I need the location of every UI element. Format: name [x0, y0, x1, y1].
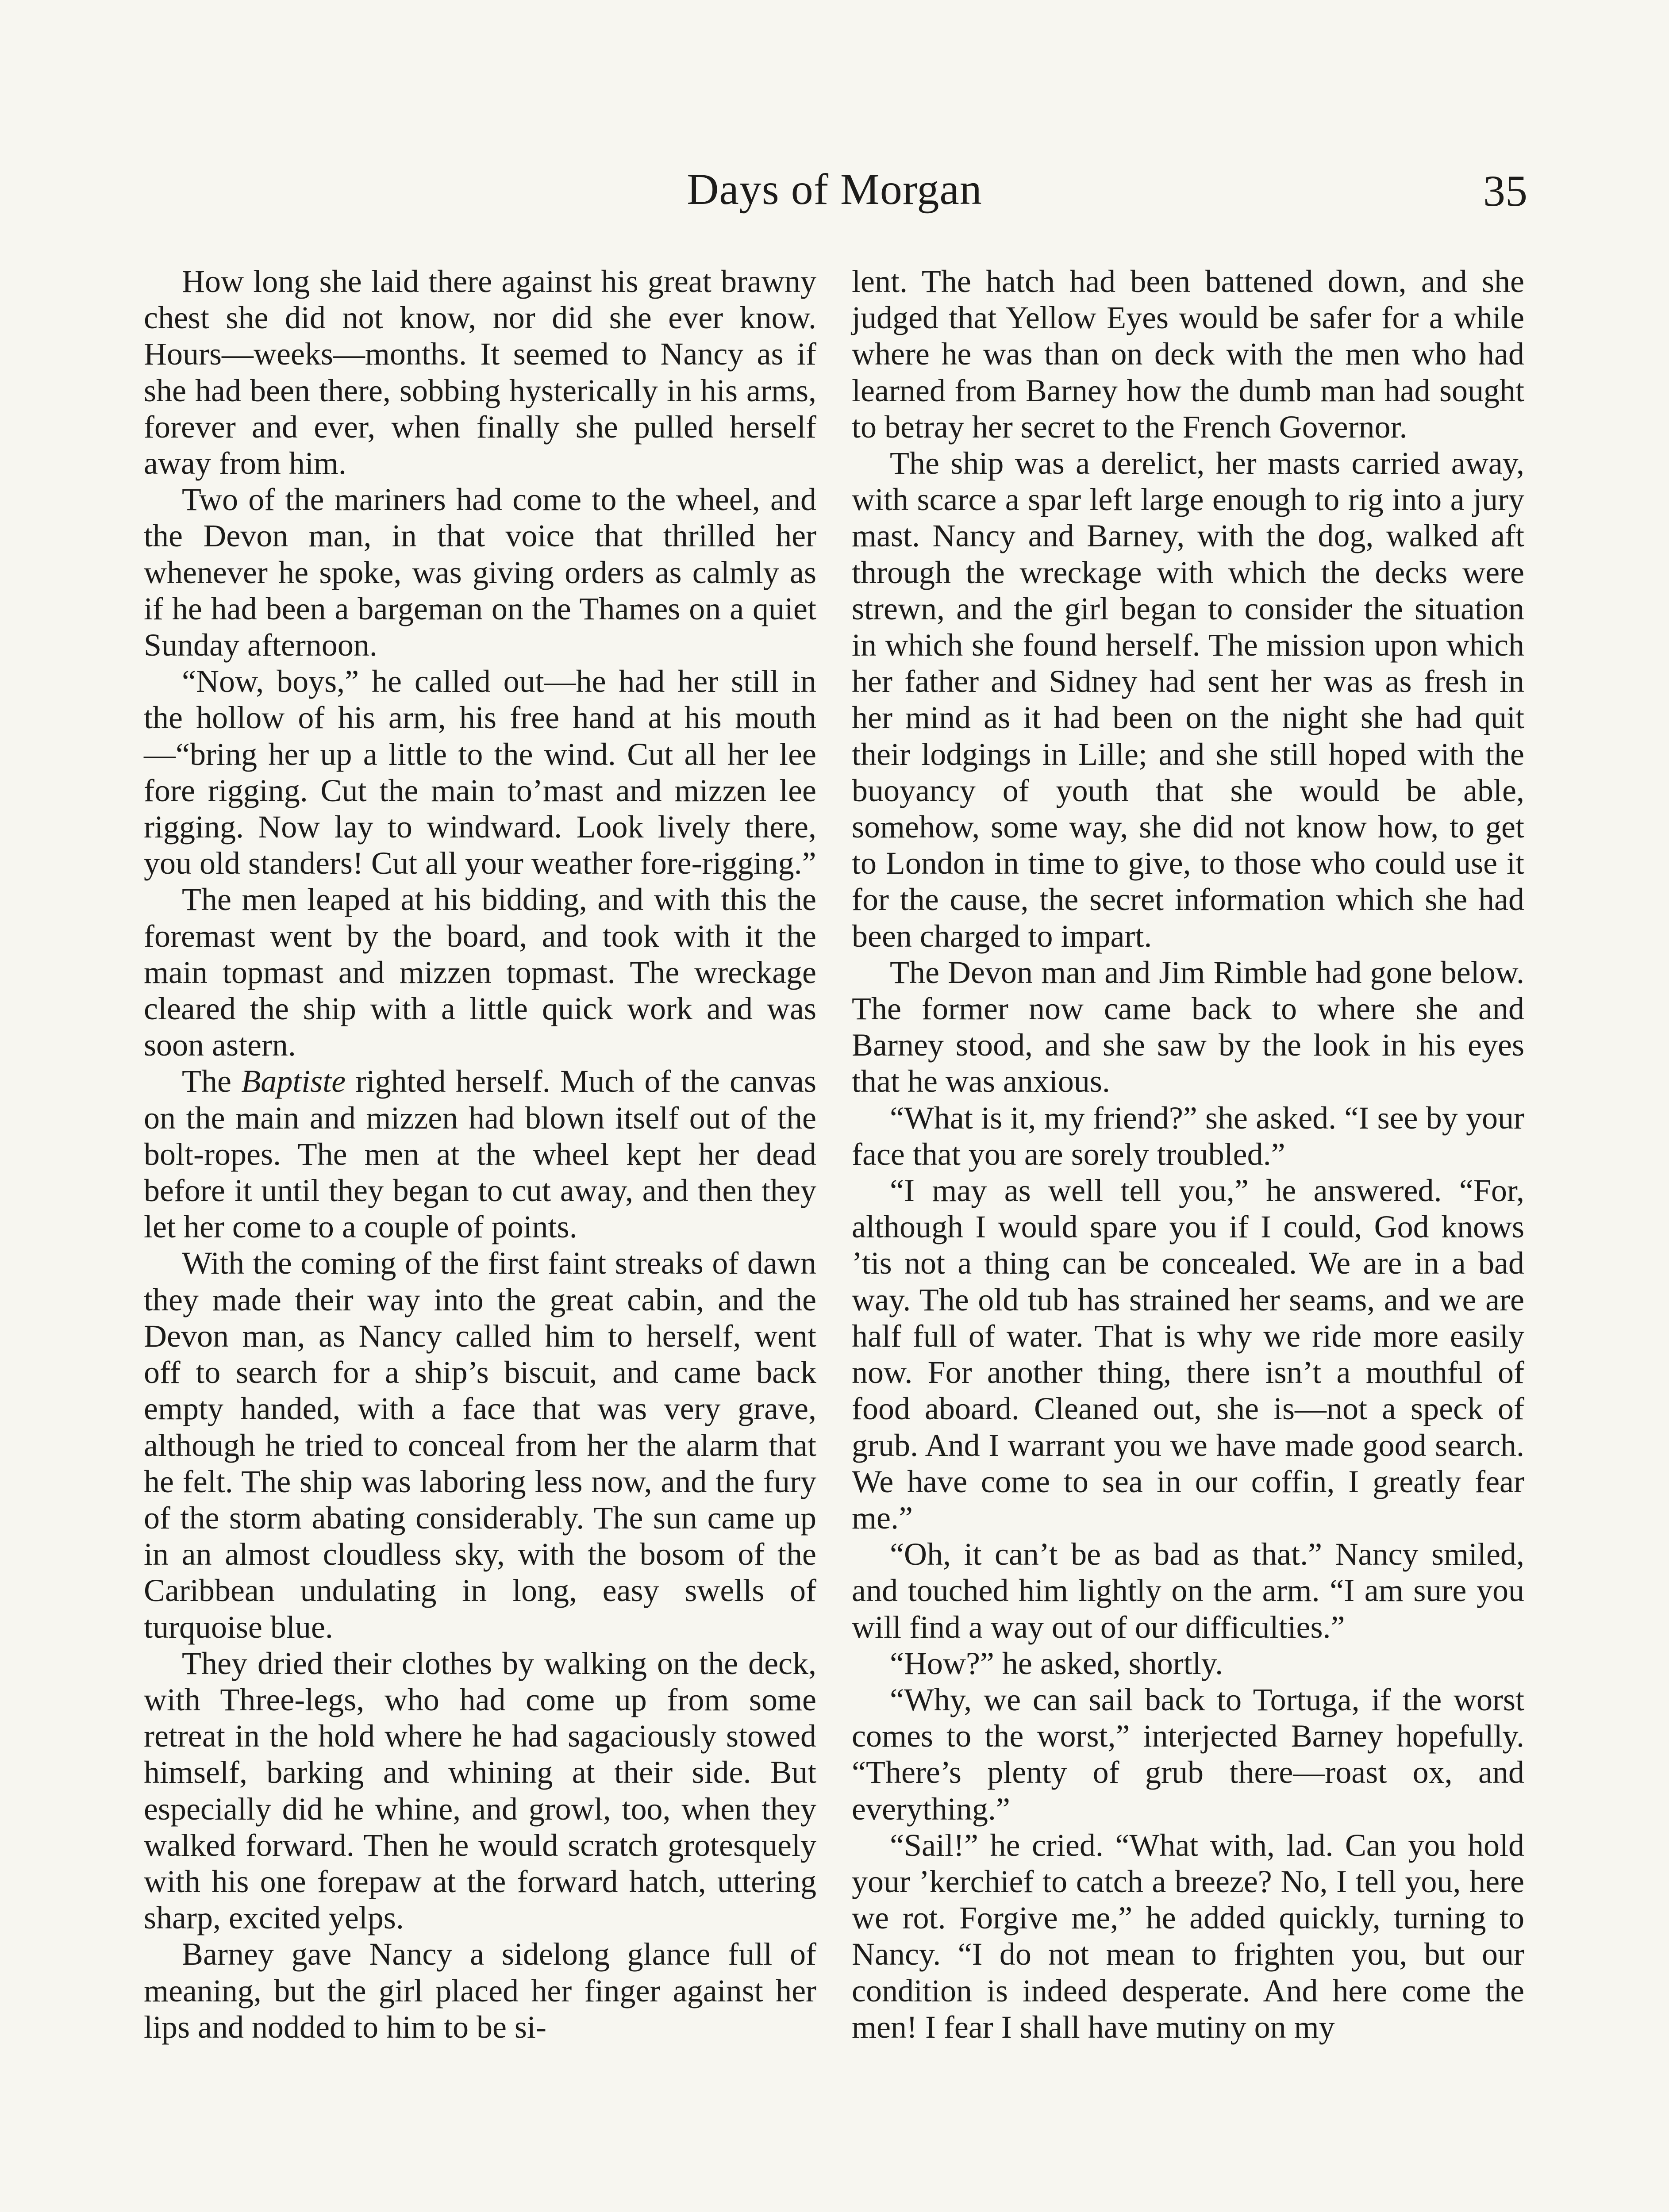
- paragraph: “Oh, it can’t be as bad as that.” Nancy smiled, and touched him lightly on the arm. “I am sure you will find a way out of our difficulties.”: [852, 1536, 1524, 1645]
- page-number: 35: [1483, 166, 1527, 215]
- paragraph: “I may as well tell you,” he answered. “For, although I would spare you if I could, God knows ’tis not a thing can be concealed. We are in a bad way. The old tub has strained her seams, and we are half full of water. That is why we ride more easily now. For another thing, there isn’t a mouthful of food aboard. Cleaned out, she is—not a speck of grub. And I warrant you we have made good search. We have come to sea in our coffin, I greatly fear me.”: [852, 1173, 1524, 1536]
- paragraph: “Now, boys,” he called out—he had her still in the hollow of his arm, his free hand at his mouth—“bring her up a little to the wind. Cut all her lee fore rigging. Cut the main to’mast and mizzen lee rigging. Now lay to windward. Look lively there, you old standers! Cut all your weather fore-rigging.”: [144, 664, 816, 881]
- paragraph: They dried their clothes by walking on the deck, with Three-legs, who had come up from some retreat in the hold where he had sagaciously stowed himself, barking and whining at their side. But especially did he whine, and growl, too, when they walked forward. Then he would scratch grotesquely with his one forepaw at the forward hatch, uttering sharp, excited yelps.: [144, 1645, 816, 1936]
- text-columns: [144, 263, 1524, 2212]
- page-header: [0, 159, 1669, 230]
- paragraph: lent. The hatch had been battened down, and she judged that Yellow Eyes would be safer for a while where he was than on deck with the men who had learned from Barney how the dumb man had sought to betray her secret to the French Governor.: [852, 264, 1524, 445]
- ship-name: Baptiste: [241, 1064, 346, 1099]
- paragraph: The Devon man and Jim Rimble had gone below. The former now came back to where she and Barney stood, and she saw by the look in his eyes that he was anxious.: [852, 954, 1524, 1099]
- paragraph: With the coming of the first faint streaks of dawn they made their way into the great cabin, and the Devon man, as Nancy called him to herself, went off to search for a ship’s biscuit, and came back empty handed, with a face that was very grave, although he tried to conceal from her the alarm that he felt. The ship was laboring less now, and the fury of the storm abating considerably. The sun came up in an almost cloudless sky, with the bosom of the Caribbean undulating in long, easy swells of turquoise blue.: [144, 1245, 816, 1645]
- paragraph: How long she laid there against his great brawny chest she did not know, nor did she ever know. Hours—weeks—months. It seemed to Nancy as if she had been there, sobbing hysterically in his arms, forever and ever, when finally she pulled herself away from him.: [144, 264, 816, 481]
- paragraph-text: The: [182, 1064, 242, 1099]
- paragraph-text: righted herself. Much of the canvas on the main and mizzen had blown itself out of the bolt-ropes. The men at the wheel kept her dead before it until they began to cut away, and then they let her come to a couple of points.: [144, 1064, 817, 1245]
- paragraph: “What is it, my friend?” she asked. “I see by your face that you are sorely troubled.”: [852, 1100, 1524, 1172]
- paragraph: “Why, we can sail back to Tortuga, if the worst comes to the worst,” interjected Barney hopefully. “There’s plenty of grub there—roast ox, and everything.”: [852, 1682, 1524, 1827]
- right-column: [852, 263, 1524, 2212]
- paragraph: “Sail!” he cried. “What with, lad. Can you hold your ’kerchief to catch a breeze? No, I tell you, here we rot. Forgive me,” he added quickly, turning to Nancy. “I do not mean to frighten you, but our condition is indeed desperate. And here come the men! I fear I shall have mutiny on my: [852, 1827, 1524, 2045]
- paragraph: The men leaped at his bidding, and with this the foremast went by the board, and took with it the main topmast and mizzen topmast. The wreckage cleared the ship with a little quick work and was soon astern.: [144, 882, 816, 1063]
- running-title: Days of Morgan: [687, 165, 982, 214]
- left-column: [144, 263, 816, 2212]
- paragraph: Barney gave Nancy a sidelong glance full of meaning, but the girl placed her finger against her lips and nodded to him to be si-: [144, 1936, 816, 2045]
- paragraph: [144, 1063, 816, 1245]
- paragraph: The ship was a derelict, her masts carried away, with scarce a spar left large enough to rig into a jury mast. Nancy and Barney, with the dog, walked aft through the wreckage with which the decks were strewn, and the girl began to consider the situation in which she found herself. The mission upon which her father and Sidney had sent her was as fresh in her mind as it had been on the night she had quit their lodgings in Lille; and she still hoped with the buoyancy of youth that she would be able, somehow, some way, she did not know how, to get to London in time to give, to those who could use it for the cause, the secret information which she had been charged to impart.: [852, 445, 1524, 954]
- paragraph: Two of the mariners had come to the wheel, and the Devon man, in that voice that thrilled her whenever he spoke, was giving orders as calmly as if he had been a bargeman on the Thames on a quiet Sunday afternoon.: [144, 482, 816, 663]
- paragraph: “How?” he asked, shortly.: [890, 1645, 1223, 1681]
